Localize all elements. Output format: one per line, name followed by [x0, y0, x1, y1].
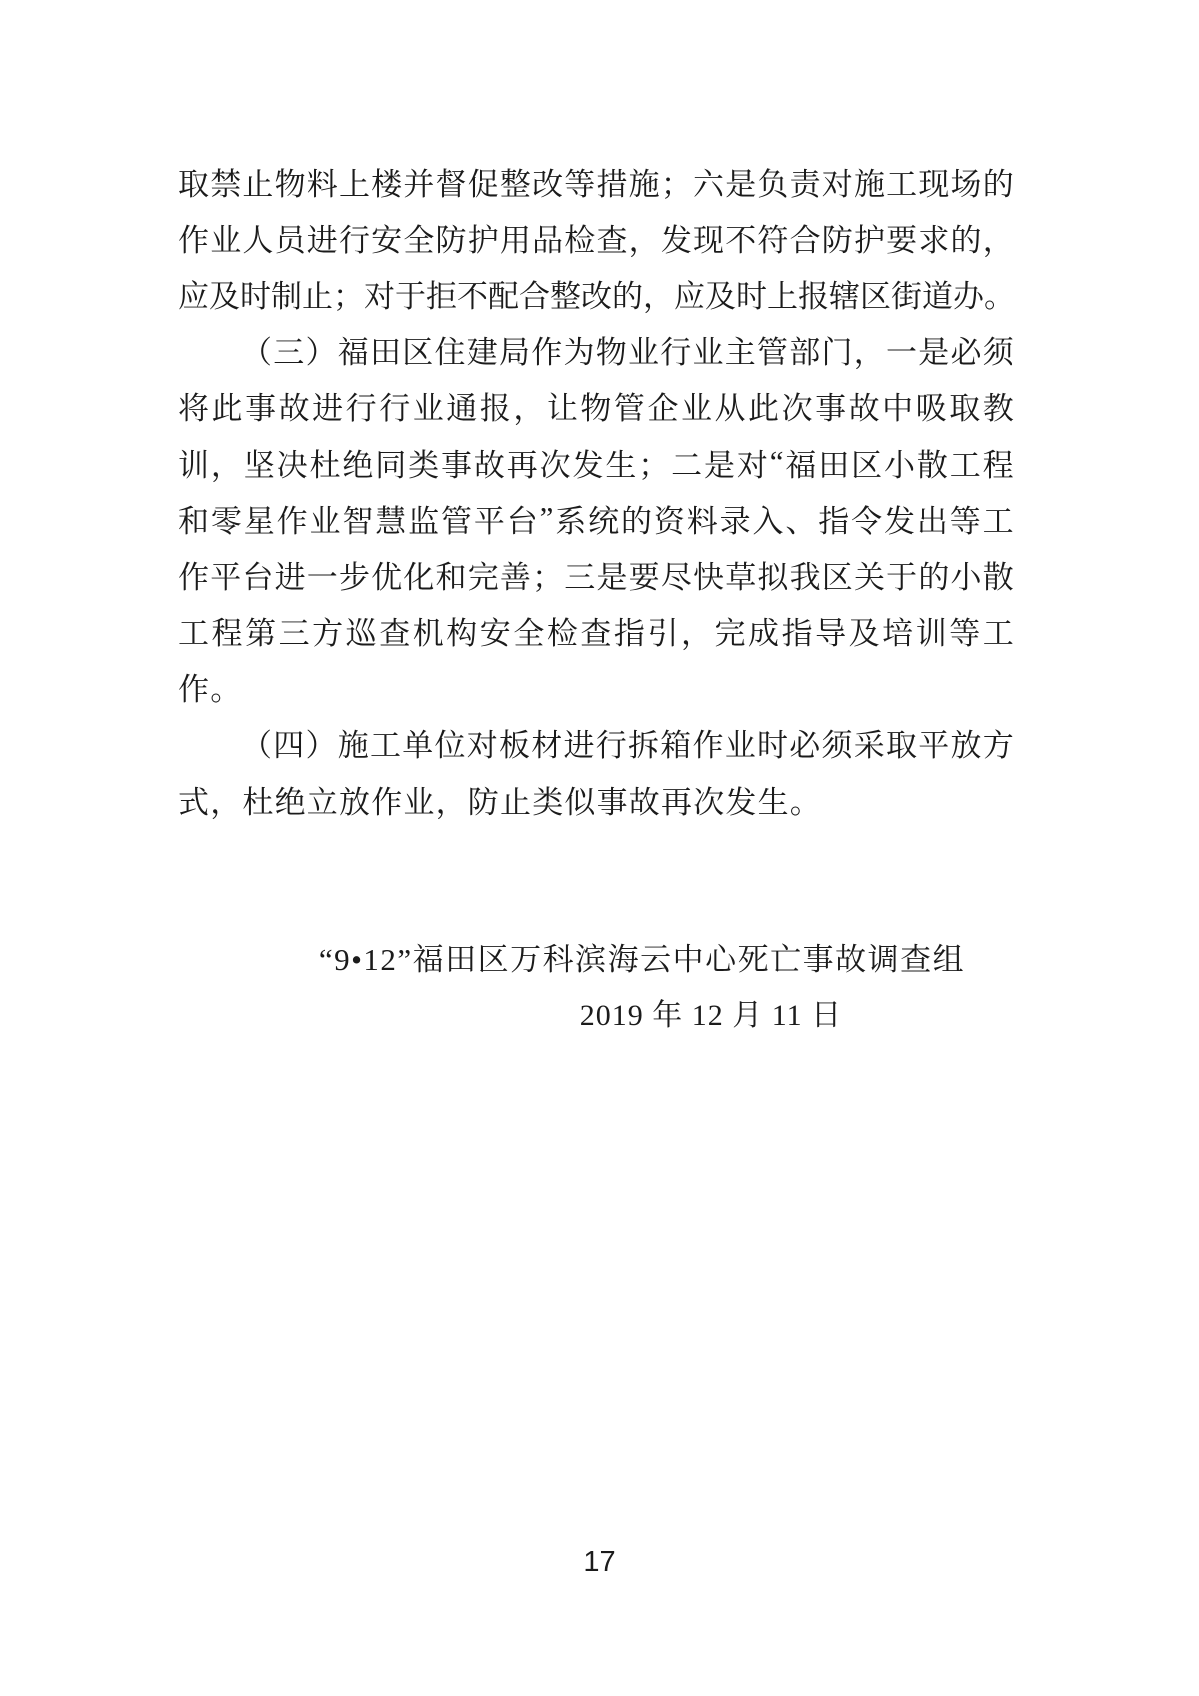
- text-line: （ 三 ） 福 田 区 住 建 局 作 为 物 业 行 业 主 管 部 门 ， 一 是 必 须: [241, 335, 1014, 371]
- signature-line: “9•12”福田区万科滨海云中心死亡事故调查组: [318, 942, 966, 977]
- text-line: 工 程 第 三 方 巡 查 机 构 安 全 检 查 指 引 ， 完 成 指 导 及 培 训 等 工: [178, 616, 1014, 652]
- text-line: 作 平 台 进 一 步 优 化 和 完 善 ； 三 是 要 尽 快 草 拟 我 区 关 于 的 小 散: [178, 559, 1014, 595]
- text-line: （ 四 ） 施 工 单 位 对 板 材 进 行 拆 箱 作 业 时 必 须 采 取 平 放 方: [241, 728, 1014, 764]
- text-line: 作。: [178, 672, 243, 708]
- text-line: 式，杜绝立放作业，防止类似事故再次发生。: [178, 784, 822, 820]
- text-line: 训 ， 坚 决 杜 绝 同 类 事 故 再 次 发 生 ； 二 是 对 “ 福 田 区 小 散 工 程: [178, 444, 1014, 483]
- paragraph: [178, 322, 1014, 715]
- page-number: 17: [583, 1546, 616, 1578]
- document-body: [178, 153, 1014, 827]
- text-line: 将 此 事 故 进 行 行 业 通 报 ， 让 物 管 企 业 从 此 次 事 故 中 吸 取 教: [178, 391, 1014, 427]
- paragraph: [178, 153, 1014, 322]
- paragraph: [178, 715, 1014, 827]
- text-line: 取 禁 止 物 料 上 楼 并 督 促 整 改 等 措 施 ； 六 是 负 责 对 施 工 现 场 的: [178, 166, 1014, 202]
- closing-block: [178, 932, 1014, 1044]
- text-line: 应 及 时 制 止 ； 对 于 拒 不 配 合 整 改 的 ， 应 及 时 上 报 辖 区 街 道 办 。: [178, 278, 1015, 314]
- text-line: 作 业 人 员 进 行 安 全 防 护 用 品 检 查 ， 发 现 不 符 合 防 护 要 求 的 ，: [178, 222, 1014, 258]
- text-line: 和 零 星 作 业 智 慧 监 管 平 台 ” 系 统 的 资 料 录 入 、 指 令 发 出 等 工: [178, 500, 1014, 539]
- date-line: 2019 年 12 月 11 日: [579, 999, 843, 1033]
